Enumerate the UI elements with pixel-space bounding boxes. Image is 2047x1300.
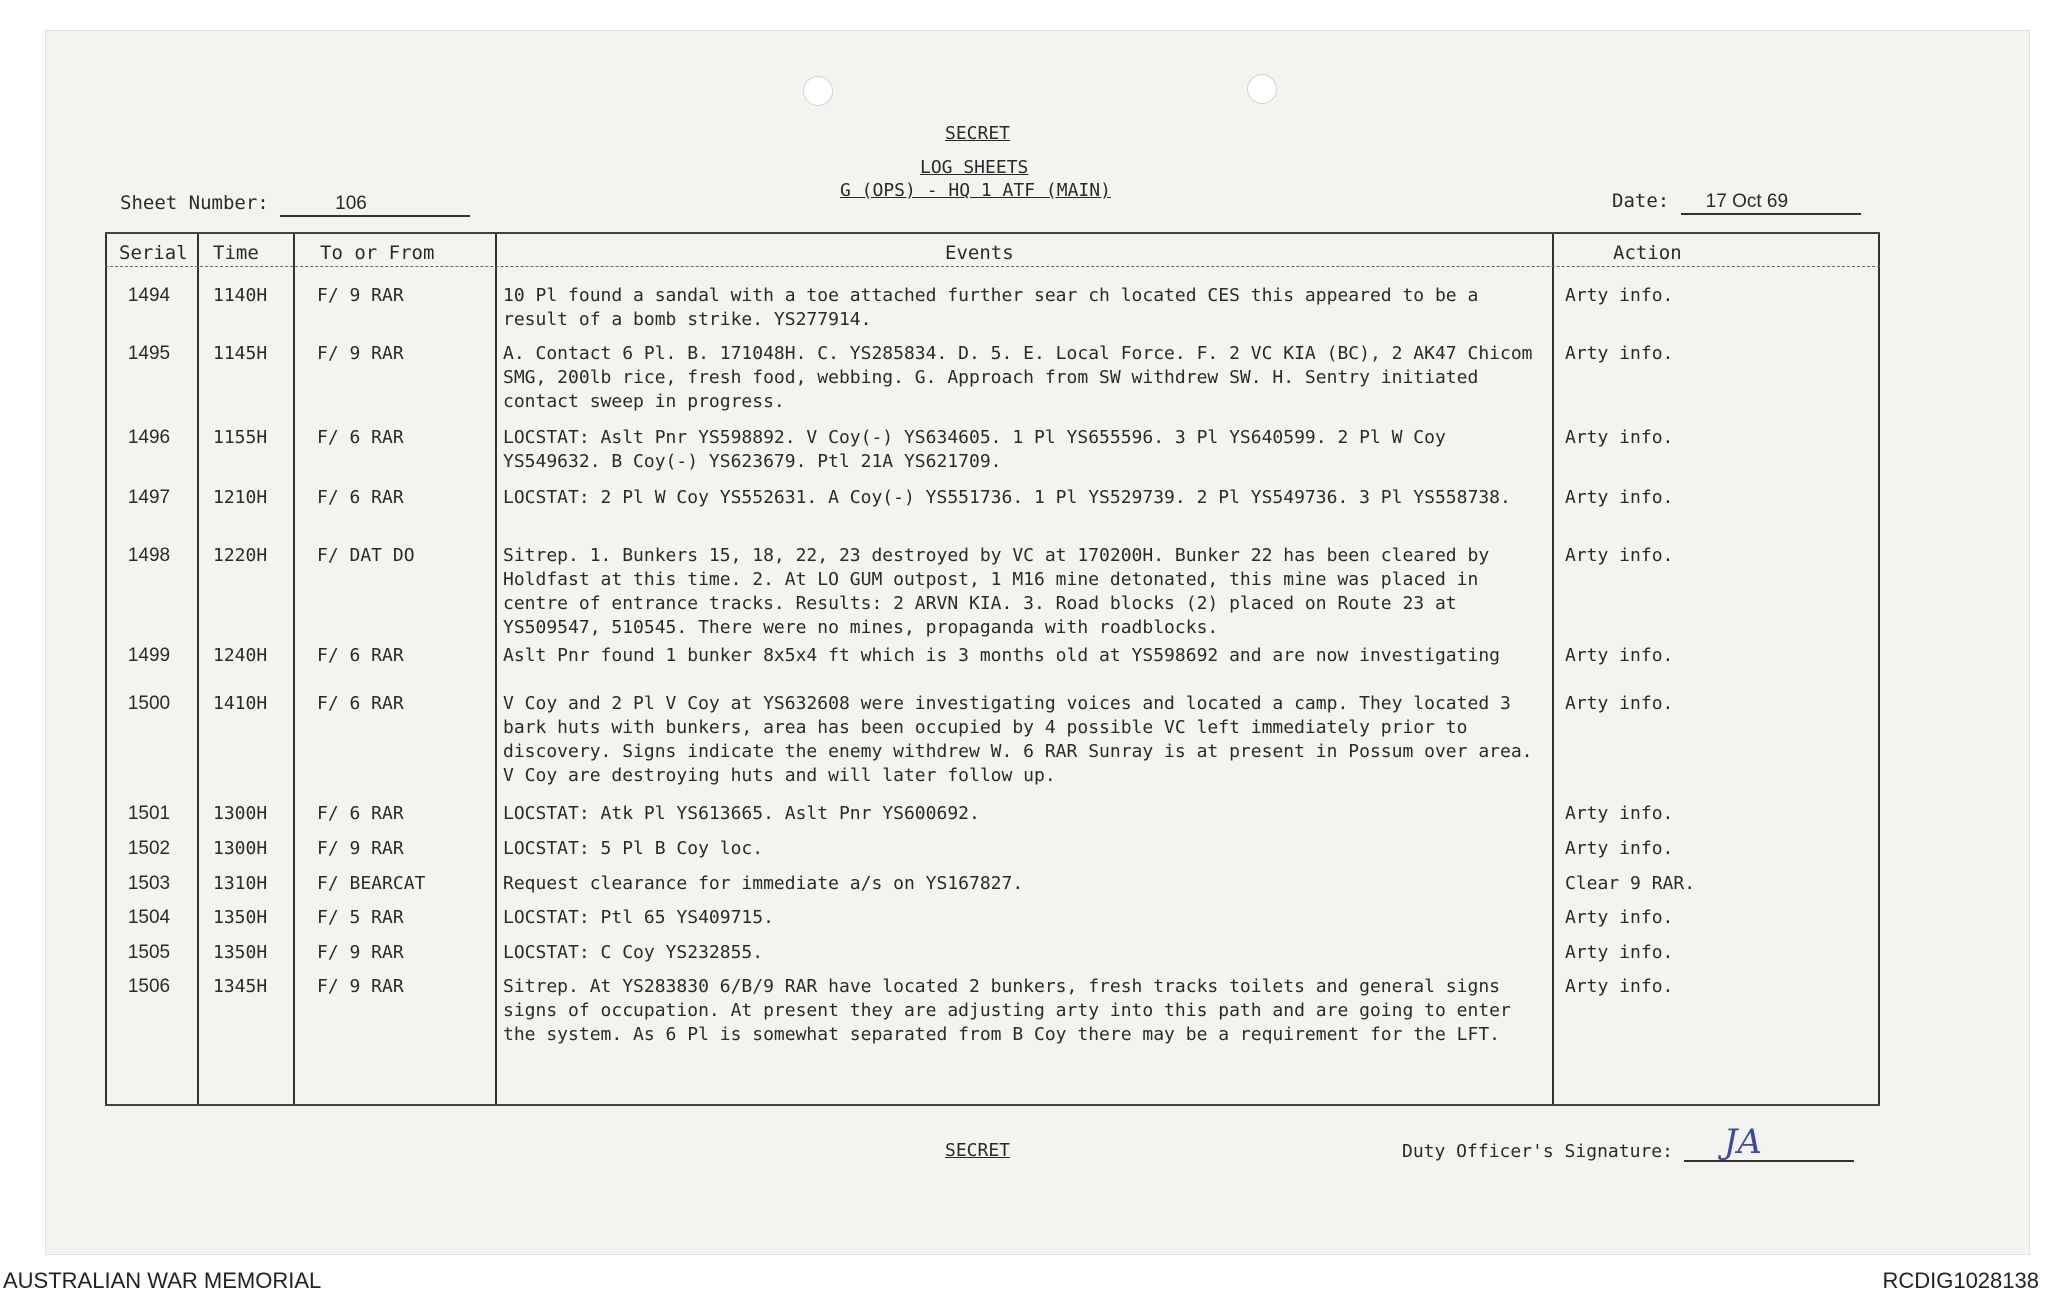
archive-caption-right: RCDIG1028138 — [1882, 1268, 2039, 1293]
date-field — [1612, 190, 1861, 215]
time-cell: 1140H — [213, 285, 268, 306]
serial-cell: 1503 — [127, 873, 171, 894]
time-cell: 1310H — [213, 873, 268, 894]
punch-hole-right — [1247, 74, 1277, 104]
events-cell: Sitrep. 1. Bunkers 15, 18, 22, 23 destroyed by VC at 170200H. Bunker 22 has been cleared by Holdfast at this time. 2. At LO GUM outpost, 1 M16 mine detonated, this mine was placed in centre of entrance tracks. Results: 2 ARVN KIA. 3. Road blocks (2) placed on Route 23 at YS509547, 510545. There were no mines, propaganda with roadblocks. — [503, 545, 1490, 638]
time-cell: 1350H — [213, 907, 268, 928]
to-from-cell: F/ 6 RAR — [317, 803, 404, 824]
action-cell: Arty info. — [1565, 645, 1674, 666]
action-cell: Arty info. — [1565, 942, 1674, 963]
action-cell: Arty info. — [1565, 907, 1674, 928]
serial-cell: 1505 — [127, 942, 171, 963]
events-cell: V Coy and 2 Pl V Coy at YS632608 were investigating voices and located a camp. They located 3 bark huts with bunkers, area has been occupied by 4 possible VC left immediately prior to discovery. Signs indicate the enemy withdrew W. 6 RAR Sunray is at present in Possum over area. V Coy are destroying huts and will later follow up. — [503, 693, 1533, 786]
to-from-cell: F/ BEARCAT — [317, 873, 426, 894]
duty-officer-signature: JA — [1723, 1122, 1762, 1162]
events-cell: Sitrep. At YS283830 6/B/9 RAR have located 2 bunkers, fresh tracks toilets and general signs signs of occupation. At present they are adjusting arty into this path and are going to enter the system. As 6 Pl is somewhat separated from B Coy there may be a requirement for the LFT. — [503, 976, 1511, 1045]
serial-cell: 1504 — [127, 907, 171, 928]
action-cell: Arty info. — [1565, 693, 1674, 714]
col-header-action: Action — [1613, 242, 1682, 264]
to-from-cell: F/ 9 RAR — [317, 343, 404, 364]
action-cell: Arty info. — [1565, 976, 1674, 997]
events-cell: LOCSTAT: Atk Pl YS613665. Aslt Pnr YS600692. — [503, 803, 980, 824]
to-from-cell: F/ 5 RAR — [317, 907, 404, 928]
to-from-cell: F/ 9 RAR — [317, 838, 404, 859]
signature-label: Duty Officer's Signature: — [1402, 1141, 1673, 1162]
sheet-number-field — [120, 192, 470, 217]
sheet-number-value: 106 — [335, 193, 367, 214]
classification-bottom: SECRET — [945, 1140, 1011, 1161]
action-cell: Arty info. — [1565, 427, 1674, 448]
events-cell: Request clearance for immediate a/s on YS167827. — [503, 873, 1024, 894]
events-cell: Aslt Pnr found 1 bunker 8x5x4 ft which is 3 months old at YS598692 and are now investigating — [503, 645, 1500, 666]
action-cell: Arty info. — [1565, 838, 1674, 859]
events-cell: LOCSTAT: 5 Pl B Coy loc. — [503, 838, 764, 859]
serial-cell: 1495 — [127, 343, 171, 364]
to-from-cell: F/ 9 RAR — [317, 976, 404, 997]
to-from-cell: F/ 9 RAR — [317, 942, 404, 963]
serial-cell: 1502 — [127, 838, 171, 859]
action-cell: Arty info. — [1565, 343, 1674, 364]
archive-caption-left: AUSTRALIAN WAR MEMORIAL — [3, 1268, 322, 1293]
col-header-to-or-from: To or From — [320, 242, 435, 264]
events-cell: LOCSTAT: C Coy YS232855. — [503, 942, 764, 963]
time-cell: 1240H — [213, 645, 268, 666]
to-from-cell: F/ 6 RAR — [317, 427, 404, 448]
events-cell: LOCSTAT: Ptl 65 YS409715. — [503, 907, 774, 928]
time-cell: 1350H — [213, 942, 268, 963]
to-from-cell: F/ 6 RAR — [317, 487, 404, 508]
time-cell: 1345H — [213, 976, 268, 997]
events-cell: LOCSTAT: Aslt Pnr YS598892. V Coy(-) YS634605. 1 Pl YS655596. 3 Pl YS640599. 2 Pl W Coy YS549632. B Coy(-) YS623679. Ptl 21A YS621709. — [503, 427, 1446, 472]
to-from-cell: F/ 6 RAR — [317, 693, 404, 714]
signature-field — [1402, 1122, 1854, 1162]
punch-hole-left — [803, 76, 833, 106]
serial-cell: 1501 — [127, 803, 171, 824]
serial-cell: 1499 — [127, 645, 171, 666]
col-header-events: Events — [945, 242, 1014, 264]
to-from-cell: F/ 9 RAR — [317, 285, 404, 306]
log-sheets-title: LOG SHEETS — [920, 157, 1029, 178]
date-value: 17 Oct 69 — [1705, 191, 1789, 212]
action-cell: Arty info. — [1565, 487, 1674, 508]
to-from-cell: F/ DAT DO — [317, 545, 415, 566]
action-cell: Clear 9 RAR. — [1565, 873, 1696, 894]
action-cell: Arty info. — [1565, 545, 1674, 566]
unit-title: G (OPS) - HQ 1 ATF (MAIN) — [840, 180, 1111, 201]
date-label: Date: — [1612, 190, 1670, 212]
classification-top: SECRET — [945, 123, 1011, 144]
time-cell: 1145H — [213, 343, 268, 364]
action-cell: Arty info. — [1565, 803, 1674, 824]
time-cell: 1220H — [213, 545, 268, 566]
serial-cell: 1498 — [127, 545, 171, 566]
serial-cell: 1494 — [127, 285, 171, 306]
sheet-number-label: Sheet Number: — [120, 192, 269, 214]
serial-cell: 1496 — [127, 427, 171, 448]
serial-cell: 1497 — [127, 487, 171, 508]
time-cell: 1210H — [213, 487, 268, 508]
action-cell: Arty info. — [1565, 285, 1674, 306]
time-cell: 1300H — [213, 803, 268, 824]
serial-cell: 1506 — [127, 976, 171, 997]
time-cell: 1410H — [213, 693, 268, 714]
serial-cell: 1500 — [127, 693, 171, 714]
events-cell: LOCSTAT: 2 Pl W Coy YS552631. A Coy(-) YS551736. 1 Pl YS529739. 2 Pl YS549736. 3 Pl YS558738. — [503, 487, 1511, 508]
col-header-serial: Serial — [119, 242, 188, 264]
time-cell: 1155H — [213, 427, 268, 448]
to-from-cell: F/ 6 RAR — [317, 645, 404, 666]
log-table — [105, 232, 1880, 1106]
col-header-time: Time — [213, 242, 259, 264]
time-cell: 1300H — [213, 838, 268, 859]
events-cell: 10 Pl found a sandal with a toe attached further sear ch located CES this appeared to be a result of a bomb strike. YS277914. — [503, 285, 1479, 330]
events-cell: A. Contact 6 Pl. B. 171048H. C. YS285834. D. 5. E. Local Force. F. 2 VC KIA (BC), 2 AK47 Chicom SMG, 200lb rice, fresh food, webbing. G. Approach from SW withdrew SW. H. Sentry initiated contact sweep in progress. — [503, 343, 1533, 412]
